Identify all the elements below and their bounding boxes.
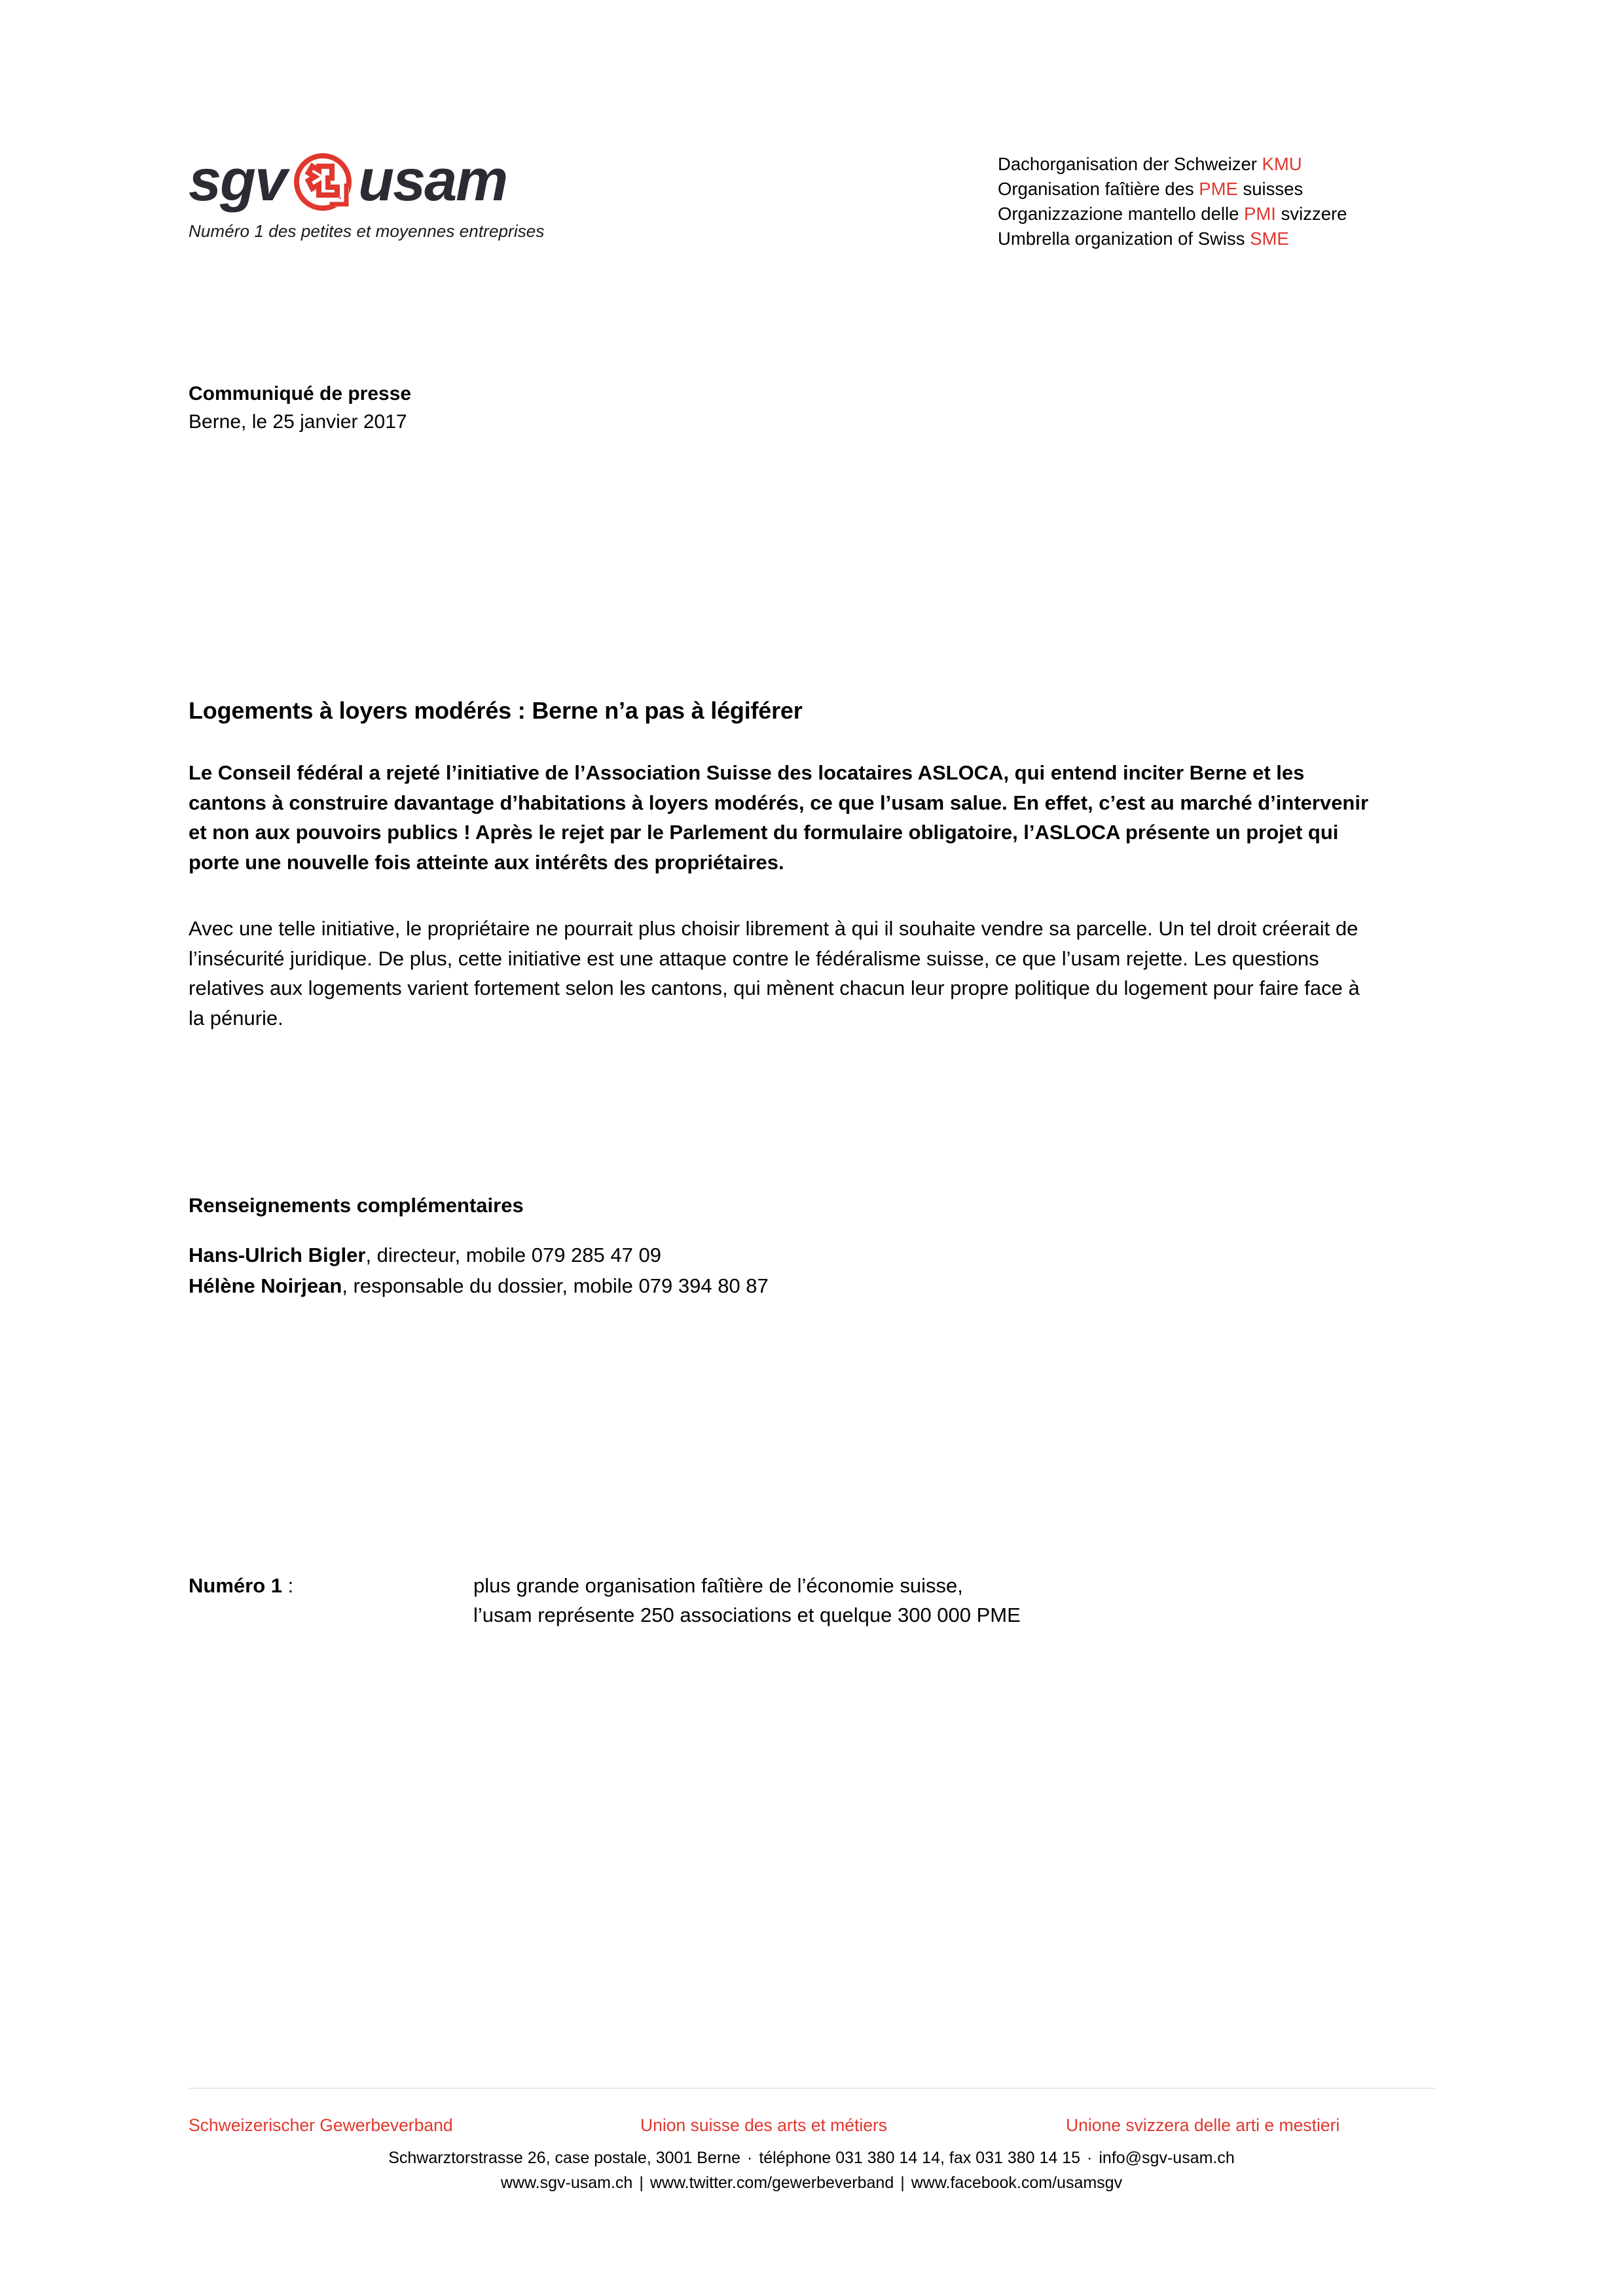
page-header [0,145,1623,263]
definition-term-label: Numéro 1 [189,1574,282,1597]
footer-name-fr: Union suisse des arts et métiers [640,2115,888,2135]
contact-details: , directeur, mobile 079 285 47 09 [365,1244,661,1266]
definition-description-line-1: plus grande organisation faîtière de l’économie suisse, [473,1574,963,1597]
footer-link-separator: | [900,2174,905,2192]
footer-link-website[interactable]: www.sgv-usam.ch [500,2174,633,2192]
footer-link-twitter[interactable]: www.twitter.com/gewerbeverband [649,2174,894,2192]
footer-address-line [0,2145,1623,2170]
footer-links-line [0,2170,1623,2195]
logo-text-usam: usam [358,148,507,213]
contact-name: Hélène Noirjean [189,1274,342,1297]
definition-description-line-2: l’usam représente 250 associations et quelque 300 000 PME [473,1604,1021,1626]
acronym-pmi: PMI [1244,204,1276,224]
document-type-label: Communiqué de presse [189,383,412,404]
descriptor-line-de: Dachorganisation der Schweizer KMU [998,154,1302,174]
acronym-pme: PME [1199,179,1238,199]
article-body [189,695,1388,1033]
place-date-label: Berne, le 25 janvier 2017 [189,411,407,433]
footer-link-facebook[interactable]: www.facebook.com/usamsgv [911,2174,1123,2192]
definition-term-separator: : [282,1574,294,1597]
descriptor-line-en: Umbrella organization of Swiss SME [998,228,1289,249]
contact-details: , responsable du dossier, mobile 079 394 80 87 [342,1274,769,1297]
contact-name: Hans-Ulrich Bigler [189,1244,366,1266]
acronym-kmu: KMU [1262,154,1302,174]
definition-description [473,1571,1021,1630]
usam-logo [189,145,621,242]
organisation-descriptor-block [998,152,1347,251]
descriptor-line-fr: Organisation faîtière des PME suisses [998,179,1304,199]
usam-circle-logo-icon [289,148,357,216]
contacts-section [189,1191,1388,1301]
lead-paragraph: Le Conseil fédéral a rejeté l’initiative de l’Association Suisse des locataires ASLOCA, qui entend inciter Berne et les cantons à construire davantage d’habitations à loyers modérés, ce que l’usam salue. En effet, c’est au marché d’intervenir et non aux pouvoirs publics ! Après le rejet par le Parlement du formulaire obligatoire, l’ASLOCA présente un projet qui porte une nouvelle fois atteinte aux intérêts des propriétaires. [189,761,1369,874]
footer-phone: téléphone 031 380 14 14, fax 031 380 14 15 [759,2149,1081,2167]
footer-address: Schwarztorstrasse 26, case postale, 3001 Berne [388,2149,740,2167]
footer-contact-info [0,2145,1623,2195]
footer-separator: · [1087,2149,1093,2167]
footer-separator: · [747,2149,753,2167]
footer-organisation-names [189,2114,1436,2136]
descriptor-line-it: Organizzazione mantello delle PMI svizzere [998,204,1347,224]
contacts-heading: Renseignements complémentaires [189,1194,524,1217]
body-paragraph: Avec une telle initiative, le propriétaire ne pourrait plus choisir librement à qui il souhaite vendre sa parcelle. Un tel droit créerait de l’insécurité juridique. De plus, cette initiative est une attaque contre le fédéralisme suisse, ce que l’usam rejette. Les questions relatives aux logements varient fortement selon les cantons, qui mènent chacun leur propre politique du logement pour faire face à la pénurie. [189,917,1360,1030]
contact-entry [189,1270,1388,1301]
logo-tagline: Numéro 1 des petites et moyennes entreprises [189,221,545,241]
page-title: Logements à loyers modérés : Berne n’a pas à légiférer [189,697,803,724]
page-footer [0,2073,1623,2296]
footer-divider [189,2088,1436,2089]
logo-wordmark [189,145,621,216]
footer-name-it: Unione svizzera delle arti e mestieri [1066,2115,1340,2135]
logo-text-sgv: sgv [189,148,287,213]
footer-email[interactable]: info@sgv-usam.ch [1099,2149,1235,2167]
contact-entry [189,1240,1388,1270]
definition-block [189,1571,1388,1630]
footer-link-separator: | [639,2174,644,2192]
footer-name-de: Schweizerischer Gewerbeverband [189,2115,453,2135]
acronym-sme: SME [1250,228,1289,249]
document-meta [189,380,411,436]
definition-term [189,1571,473,1600]
